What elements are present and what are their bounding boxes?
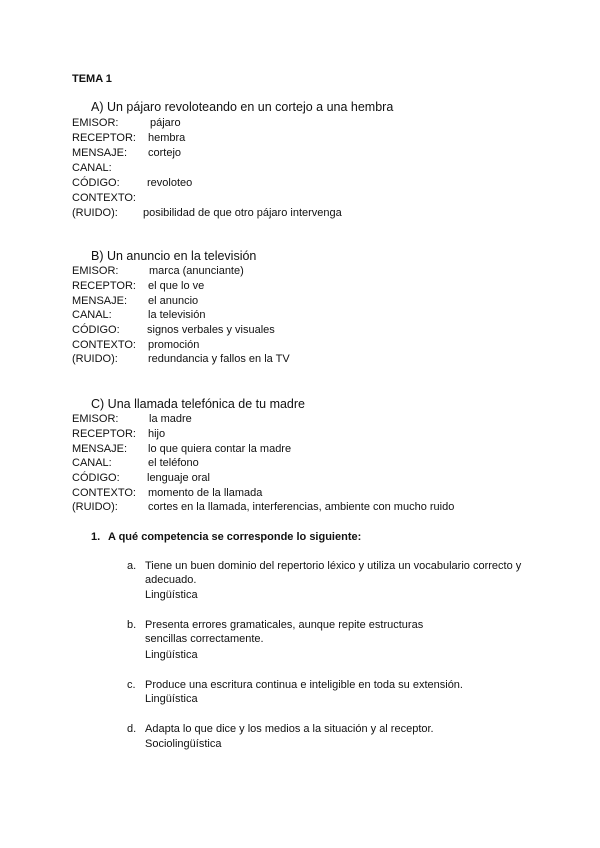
section-heading: A) Un pájaro revoloteando en un cortejo a una hembra (91, 100, 394, 114)
row-label: EMISOR: (72, 117, 119, 129)
row-label: (RUIDO): (72, 501, 118, 513)
row-label: MENSAJE: (72, 295, 128, 307)
row-label: CONTEXTO: (72, 339, 136, 351)
row-value: el teléfono (148, 457, 199, 469)
row-value: cortes en la llamada, interferencias, ambiente con mucho ruido (148, 501, 455, 513)
row-label: MENSAJE: (72, 147, 128, 159)
row-value: hembra (148, 132, 186, 144)
row-label: CÓDIGO: (72, 177, 120, 189)
question-text: A qué competencia se corresponde lo siguiente: (108, 531, 362, 543)
row-label: (RUIDO): (72, 353, 118, 365)
row-label: CONTEXTO: (72, 487, 136, 499)
row-label: CONTEXTO: (72, 192, 136, 204)
row-value: momento de la llamada (148, 487, 263, 499)
row-label: CANAL: (72, 309, 112, 321)
item-letter: d. (127, 723, 137, 735)
page-title: TEMA 1 (72, 73, 112, 85)
row-label: RECEPTOR: (72, 280, 136, 292)
row-value: redundancia y fallos en la TV (148, 353, 290, 365)
item-answer: Lingüística (145, 649, 198, 661)
row-label: RECEPTOR: (72, 428, 136, 440)
row-label: CÓDIGO: (72, 324, 120, 336)
section-heading: C) Una llamada telefónica de tu madre (91, 397, 306, 411)
row-value: el anuncio (148, 295, 199, 307)
item-letter: c. (127, 679, 136, 691)
row-value: promoción (148, 339, 200, 351)
row-label: RECEPTOR: (72, 132, 136, 144)
row-value: marca (anunciante) (149, 265, 244, 277)
row-label: CANAL: (72, 162, 112, 174)
item-letter: b. (127, 619, 137, 631)
row-value: posibilidad de que otro pájaro intervenga (143, 207, 342, 219)
question-number: 1. (91, 531, 101, 543)
row-value: lenguaje oral (147, 472, 210, 484)
item-letter: a. (127, 560, 137, 572)
row-value: el que lo ve (148, 280, 205, 292)
item-text: Adapta lo que dice y los medios a la situación y al receptor. (145, 723, 434, 735)
row-label: EMISOR: (72, 265, 119, 277)
item-answer: Lingüística (145, 693, 198, 705)
section-heading: B) Un anuncio en la televisión (91, 249, 257, 263)
row-value: la madre (149, 413, 192, 425)
row-label: CÓDIGO: (72, 472, 120, 484)
row-value: revoloteo (147, 177, 193, 189)
row-value: cortejo (148, 147, 182, 159)
row-value: pájaro (150, 117, 181, 129)
item-text: Produce una escritura continua e inteligible en toda su extensión. (145, 679, 463, 691)
row-value: signos verbales y visuales (147, 324, 275, 336)
row-value: lo que quiera contar la madre (148, 443, 292, 455)
row-label: (RUIDO): (72, 207, 118, 219)
item-text: Tiene un buen dominio del repertorio léxico y utiliza un vocabulario correcto y adecuado. (145, 560, 522, 586)
item-answer: Lingüística (145, 589, 198, 601)
row-value: la televisión (148, 309, 206, 321)
row-label: MENSAJE: (72, 443, 128, 455)
item-answer: Sociolingüística (145, 738, 222, 750)
item-text: Presenta errores gramaticales, aunque repite estructuras sencillas correctamente. (145, 619, 424, 645)
row-label: EMISOR: (72, 413, 119, 425)
row-value: hijo (148, 428, 166, 440)
row-label: CANAL: (72, 457, 112, 469)
